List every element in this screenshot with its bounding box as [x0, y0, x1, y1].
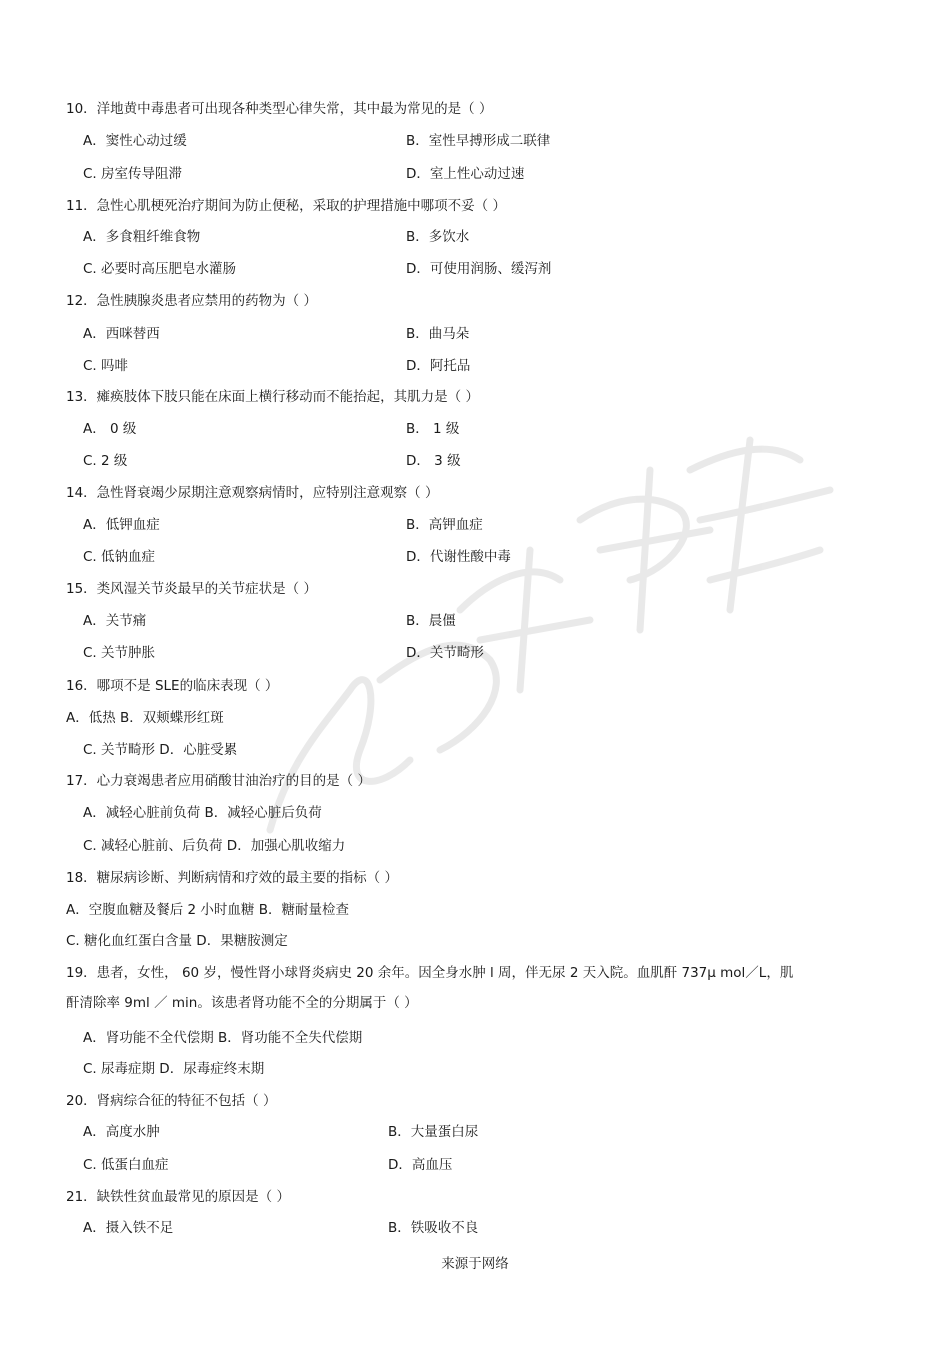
question-21-option-a: A．摄入铁不足: [83, 1220, 174, 1236]
question-20-option-a: A．高度水肿: [83, 1124, 160, 1140]
question-19-options-ab: A．肾功能不全代偿期 B．肾功能不全失代偿期: [83, 1030, 363, 1046]
question-20-stem: 20．肾病综合征的特征不包括（ ）: [66, 1093, 277, 1109]
question-17-options-ab: A．减轻心脏前负荷 B．减轻心脏后负荷: [83, 805, 322, 821]
question-19-stem-line-1: 19．患者，女性， 60 岁，慢性肾小球肾炎病史 20 余年。因全身水肿 l 周，伴无尿 2 天入院。血肌酐 737μ mol／L，肌: [66, 965, 794, 981]
question-11-option-d: D．可使用润肠、缓泻剂: [406, 261, 552, 277]
question-14-option-a: A．低钾血症: [83, 517, 160, 533]
question-13-option-a: A． 0 级: [83, 421, 137, 437]
question-10-option-c: C. 房室传导阻滞: [83, 166, 183, 182]
question-10-option-d: D．室上性心动过速: [406, 166, 525, 182]
question-14-stem: 14．急性肾衰竭少尿期注意观察病情时，应特别注意观察（ ）: [66, 485, 439, 501]
question-12-option-d: D．阿托品: [406, 358, 471, 374]
question-10-option-a: A．窦性心动过缓: [83, 133, 187, 149]
question-13-option-c: C. 2 级: [83, 453, 128, 469]
question-15-option-a: A．关节痛: [83, 613, 147, 629]
question-18-options-cd: C. 糖化血红蛋白含量 D．果糖胺测定: [66, 933, 288, 949]
question-21-option-b: B．铁吸收不良: [388, 1220, 479, 1236]
question-20-option-d: D．高血压: [388, 1157, 453, 1173]
question-21-stem: 21．缺铁性贫血最常见的原因是（ ）: [66, 1189, 290, 1205]
question-12-option-a: A．西咪替西: [83, 326, 160, 342]
question-13-option-d: D． 3 级: [406, 453, 461, 469]
question-10-option-b: B．室性早搏形成二联律: [406, 133, 551, 149]
question-16-options-cd: C. 关节畸形 D．心脏受累: [83, 742, 238, 758]
question-12-option-b: B．曲马朵: [406, 326, 470, 342]
question-17-options-cd: C. 减轻心脏前、后负荷 D．加强心肌收缩力: [83, 838, 346, 854]
question-16-options-ab: A．低热 B．双颊蝶形红斑: [66, 710, 224, 726]
question-20-option-c: C. 低蛋白血症: [83, 1157, 169, 1173]
question-17-stem: 17．心力衰竭患者应用硝酸甘油治疗的目的是（ ）: [66, 773, 371, 789]
question-20-option-b: B．大量蛋白尿: [388, 1124, 479, 1140]
question-14-option-c: C. 低钠血症: [83, 549, 156, 565]
question-16-stem: 16．哪项不是 SLE的临床表现（ ）: [66, 678, 279, 694]
question-13-stem: 13．瘫痪肢体下肢只能在床面上横行移动而不能抬起，其肌力是（ ）: [66, 389, 479, 405]
page-footer: 来源于网络: [441, 1256, 509, 1272]
question-11-stem: 11．急性心肌梗死治疗期间为防止便秘，采取的护理措施中哪项不妥（ ）: [66, 198, 506, 214]
question-11-option-c: C. 必要时高压肥皂水灌肠: [83, 261, 237, 277]
question-11-option-a: A．多食粗纤维食物: [83, 229, 201, 245]
question-14-option-d: D．代谢性酸中毒: [406, 549, 511, 565]
question-19-options-cd: C. 尿毒症期 D．尿毒症终末期: [83, 1061, 265, 1077]
question-15-option-c: C. 关节肿胀: [83, 645, 156, 661]
question-10-stem: 10．洋地黄中毒患者可出现各种类型心律失常，其中最为常见的是（ ）: [66, 101, 493, 117]
question-14-option-b: B．高钾血症: [406, 517, 483, 533]
question-12-stem: 12．急性胰腺炎患者应禁用的药物为（ ）: [66, 293, 317, 309]
question-15-stem: 15．类风湿关节炎最早的关节症状是（ ）: [66, 581, 317, 597]
question-15-option-d: D．关节畸形: [406, 645, 484, 661]
question-12-option-c: C. 吗啡: [83, 358, 129, 374]
question-18-options-ab: A．空腹血糖及餐后 2 小时血糖 B．糖耐量检查: [66, 902, 349, 918]
question-18-stem: 18．糖尿病诊断、判断病情和疗效的最主要的指标（ ）: [66, 870, 398, 886]
question-15-option-b: B．晨僵: [406, 613, 456, 629]
question-13-option-b: B． 1 级: [406, 421, 460, 437]
question-19-stem-line-2: 酐清除率 9ml ／ min。该患者肾功能不全的分期属于（ ）: [66, 995, 418, 1011]
question-11-option-b: B．多饮水: [406, 229, 470, 245]
